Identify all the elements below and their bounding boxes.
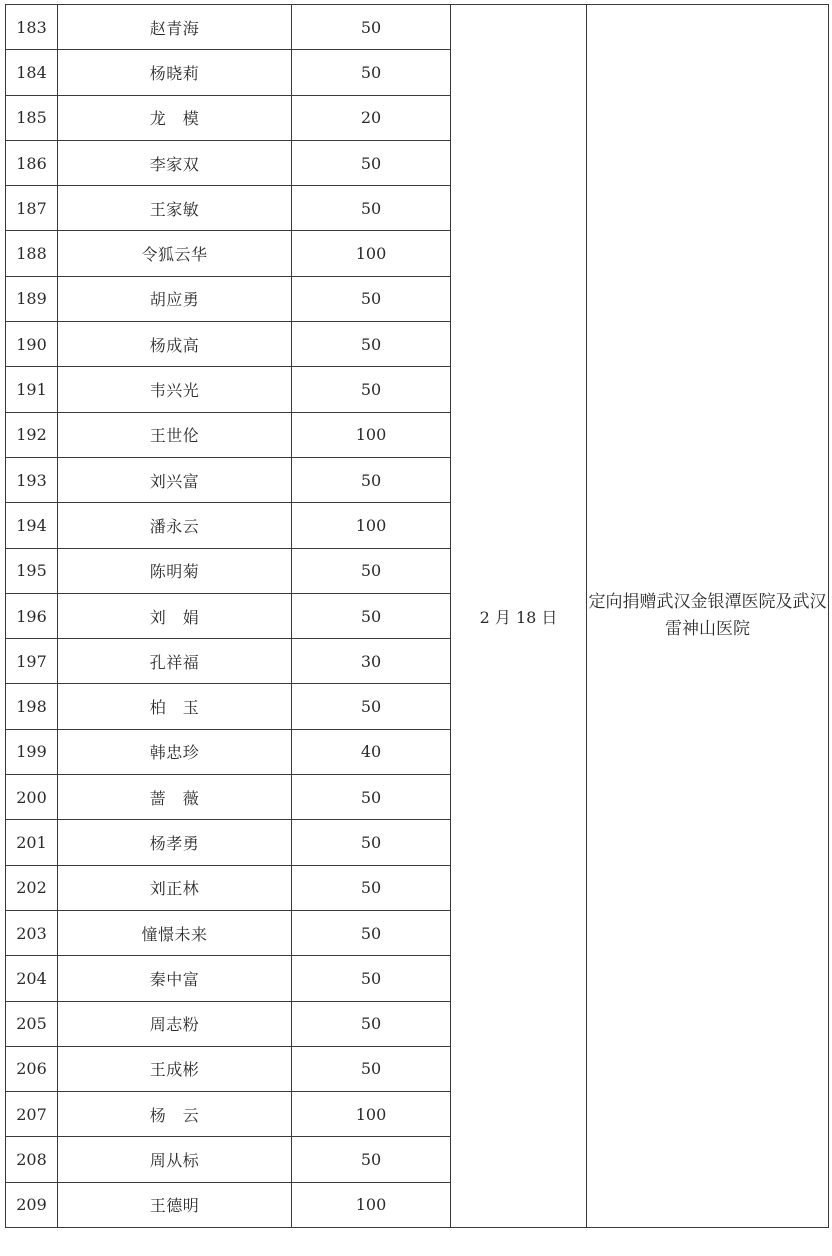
row-number-cell: 192 bbox=[6, 412, 58, 457]
donor-name-cell: 令狐云华 bbox=[58, 231, 292, 276]
row-number-cell: 183 bbox=[6, 5, 58, 50]
row-number-cell: 185 bbox=[6, 95, 58, 140]
amount-cell: 50 bbox=[292, 820, 451, 865]
amount-cell: 100 bbox=[292, 503, 451, 548]
donor-name-cell: 周从标 bbox=[58, 1137, 292, 1182]
amount-cell: 50 bbox=[292, 186, 451, 231]
amount-cell: 40 bbox=[292, 729, 451, 774]
row-number-cell: 199 bbox=[6, 729, 58, 774]
donor-name-cell: 赵青海 bbox=[58, 5, 292, 50]
row-number-cell: 198 bbox=[6, 684, 58, 729]
amount-cell: 50 bbox=[292, 1001, 451, 1046]
amount-cell: 50 bbox=[292, 5, 451, 50]
row-number-cell: 202 bbox=[6, 865, 58, 910]
donor-name-cell: 龙 模 bbox=[58, 95, 292, 140]
donor-name-cell: 憧憬未来 bbox=[58, 910, 292, 955]
amount-cell: 100 bbox=[292, 1182, 451, 1227]
amount-cell: 100 bbox=[292, 231, 451, 276]
row-number-cell: 201 bbox=[6, 820, 58, 865]
row-number-cell: 194 bbox=[6, 503, 58, 548]
row-number-cell: 197 bbox=[6, 639, 58, 684]
row-number-cell: 191 bbox=[6, 367, 58, 412]
donor-name-cell: 王德明 bbox=[58, 1182, 292, 1227]
donor-name-cell: 潘永云 bbox=[58, 503, 292, 548]
amount-cell: 30 bbox=[292, 639, 451, 684]
row-number-cell: 207 bbox=[6, 1092, 58, 1137]
amount-cell: 50 bbox=[292, 50, 451, 95]
amount-cell: 50 bbox=[292, 1137, 451, 1182]
row-number-cell: 186 bbox=[6, 140, 58, 185]
donor-name-cell: 王成彬 bbox=[58, 1046, 292, 1091]
amount-cell: 50 bbox=[292, 910, 451, 955]
row-number-cell: 208 bbox=[6, 1137, 58, 1182]
amount-cell: 50 bbox=[292, 457, 451, 502]
amount-cell: 50 bbox=[292, 956, 451, 1001]
row-number-cell: 206 bbox=[6, 1046, 58, 1091]
donor-name-cell: 柏 玉 bbox=[58, 684, 292, 729]
donor-name-cell: 杨成高 bbox=[58, 322, 292, 367]
row-number-cell: 209 bbox=[6, 1182, 58, 1227]
donor-name-cell: 王家敏 bbox=[58, 186, 292, 231]
donor-name-cell: 李家双 bbox=[58, 140, 292, 185]
donor-name-cell: 蔷 薇 bbox=[58, 775, 292, 820]
row-number-cell: 190 bbox=[6, 322, 58, 367]
donor-name-cell: 杨晓莉 bbox=[58, 50, 292, 95]
amount-cell: 100 bbox=[292, 412, 451, 457]
row-number-cell: 187 bbox=[6, 186, 58, 231]
row-number-cell: 200 bbox=[6, 775, 58, 820]
donor-name-cell: 杨 云 bbox=[58, 1092, 292, 1137]
row-number-cell: 193 bbox=[6, 457, 58, 502]
amount-cell: 50 bbox=[292, 1046, 451, 1091]
donation-date-cell: 2 月 18 日 bbox=[451, 5, 587, 1228]
amount-cell: 50 bbox=[292, 775, 451, 820]
donor-name-cell: 刘兴富 bbox=[58, 457, 292, 502]
donor-name-cell: 韩忠珍 bbox=[58, 729, 292, 774]
amount-cell: 50 bbox=[292, 548, 451, 593]
row-number-cell: 196 bbox=[6, 593, 58, 638]
donation-note-cell: 定向捐赠武汉金银潭医院及武汉雷神山医院 bbox=[587, 5, 829, 1228]
amount-cell: 50 bbox=[292, 276, 451, 321]
row-number-cell: 188 bbox=[6, 231, 58, 276]
row-number-cell: 184 bbox=[6, 50, 58, 95]
donation-table bbox=[5, 4, 829, 1228]
amount-cell: 50 bbox=[292, 367, 451, 412]
donor-name-cell: 秦中富 bbox=[58, 956, 292, 1001]
donor-name-cell: 刘 娟 bbox=[58, 593, 292, 638]
row-number-cell: 203 bbox=[6, 910, 58, 955]
row-number-cell: 205 bbox=[6, 1001, 58, 1046]
amount-cell: 50 bbox=[292, 684, 451, 729]
donor-name-cell: 王世伦 bbox=[58, 412, 292, 457]
amount-cell: 20 bbox=[292, 95, 451, 140]
donor-name-cell: 胡应勇 bbox=[58, 276, 292, 321]
amount-cell: 50 bbox=[292, 865, 451, 910]
table-row bbox=[6, 5, 829, 50]
amount-cell: 50 bbox=[292, 140, 451, 185]
donor-name-cell: 孔祥福 bbox=[58, 639, 292, 684]
row-number-cell: 195 bbox=[6, 548, 58, 593]
row-number-cell: 189 bbox=[6, 276, 58, 321]
table-body bbox=[6, 5, 829, 1228]
donor-name-cell: 周志粉 bbox=[58, 1001, 292, 1046]
amount-cell: 50 bbox=[292, 322, 451, 367]
donor-name-cell: 陈明菊 bbox=[58, 548, 292, 593]
amount-cell: 50 bbox=[292, 593, 451, 638]
donor-name-cell: 刘正林 bbox=[58, 865, 292, 910]
row-number-cell: 204 bbox=[6, 956, 58, 1001]
donor-name-cell: 韦兴光 bbox=[58, 367, 292, 412]
amount-cell: 100 bbox=[292, 1092, 451, 1137]
donor-name-cell: 杨孝勇 bbox=[58, 820, 292, 865]
